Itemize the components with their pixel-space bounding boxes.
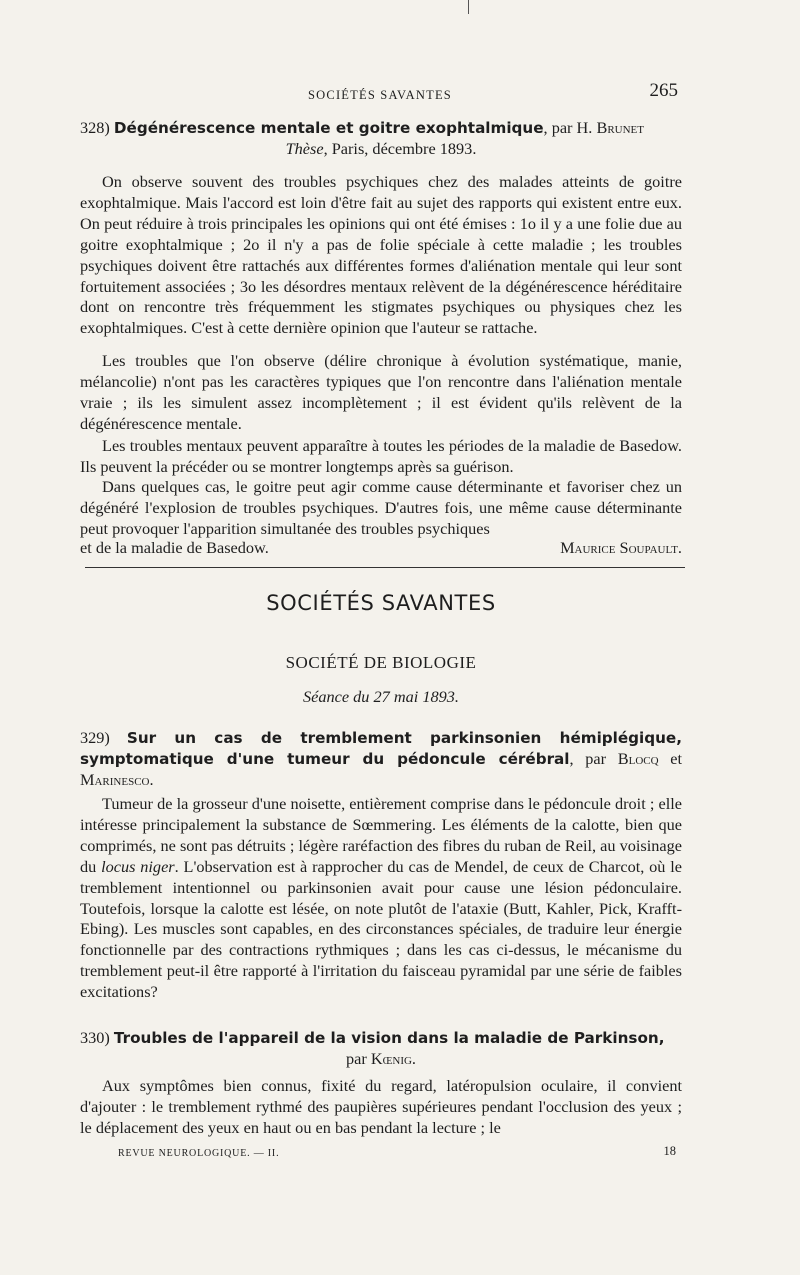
article-title: Dégénérescence mentale et goitre exophtalmique: [113, 119, 544, 137]
latin-term: locus niger: [101, 856, 175, 876]
paragraph: Les troubles que l'on observe (délire chronique à évolution systématique, manie, mélancolie) n'ont pas les caractères typiques que l'on rencontre dans l'aliénation mentale vraie ; ils les simulent assez incomplètement ; il est évident qu'ils relèvent de la dégénérescence mentale.: [80, 351, 682, 433]
paragraph: Tumeur de la grosseur d'une noisette, entièrement comprise dans le pédoncule droit ; elle intéresse principalement la substance de Sœmmering. Les éléments de la calotte, bien que comprimés, ne sont pas détruits ; légère raréfaction des fibres du ruban de Reil, au voisinage du locus niger. L'observation est à rapprocher du cas de Mendel, de ceux de Charcot, où le tremblement intentionnel ou parkinsonien avait pour cause une lésion pédonculaire. Toutefois, lorsque la calotte est lésée, on note plutôt de l'ataxie (Butt, Kahler, Pick, Krafft-Ebing). Les muscles sont capables, en des circonstances spéciales, de traduire leur énergie fonctionnelle par des contractions rythmiques ; dans les cas ci-dessus, le mécanisme du tremblement peut-il être rapporté à l'irritation du faisceau pyramidal par une série de faibles excitations?: [80, 794, 682, 1002]
section-divider: [85, 567, 685, 568]
author-name: Brunet: [596, 118, 644, 137]
author-name: Blocq: [617, 748, 659, 768]
society-title: SOCIÉTÉ DE BIOLOGIE: [285, 653, 477, 672]
article-number: 328): [80, 118, 110, 137]
thesis-label: Thèse: [285, 138, 324, 158]
signature-line: et de la maladie de Basedow. Maurice Soupault.: [80, 538, 682, 557]
source-text: , Paris, décembre 1893.: [323, 138, 477, 158]
article-328-heading: 328) Dégénérescence mentale et goitre exophtalmique, par H. Brunet Thèse, Paris, décembre 1893.: [80, 118, 644, 158]
article-title: Troubles de l'appareil de la vision dans la maladie de Parkinson,: [113, 1029, 665, 1047]
article-329-heading: 329) Sur un cas de tremblement parkinsonien hémiplégique, symptomatique d'une tumeur du pédoncule cérébral, par Blocq et Marinesco.: [80, 728, 682, 789]
section-title: SOCIÉTÉS SAVANTES: [266, 591, 496, 615]
page-footer: [118, 1144, 676, 1164]
paragraph: Dans quelques cas, le goitre peut agir comme cause déterminante et favoriser chez un dégénéré l'explosion de troubles psychiques. D'autres fois, une même cause déterminante peut provoquer l'apparition simultanée des troubles psychiques: [80, 477, 682, 538]
article-330-heading: 330) Troubles de l'appareil de la vision dans la maladie de Parkinson, par Kœnig.: [80, 1028, 665, 1068]
page-header: [80, 80, 680, 110]
article-number: 330): [80, 1028, 110, 1047]
sheet-number: 18: [663, 1144, 676, 1158]
journal-title: REVUE NEUROLOGIQUE. — II.: [118, 1148, 280, 1159]
paragraph: On observe souvent des troubles psychiques chez des malades atteints de goitre exophtalmique. Mais l'accord est loin d'être fait au sujet des rapports qui existent entre eux. On peut réduire à trois principales les opinions qui ont été émises : 1o il y a une folie due au goitre exophtalmique ; 2o il n'y a pas de folie spéciale à cette maladie ; les troubles psychiques doivent être rattachés aux différentes formes d'aliénation mentale qui leur sont fortuitement associées ; 3o les désordres mentaux relèvent de la dégénérescence héréditaire dont on rencontre très fréquemment les stigmates psychiques ou physiques chez les exophtalmiques. C'est à cette dernière opinion que l'auteur se rattache.: [80, 172, 682, 338]
article-number: 329): [80, 728, 110, 747]
running-head: SOCIÉTÉS SAVANTES: [308, 88, 452, 102]
page-number: 265: [649, 80, 678, 101]
author-name: Marinesco.: [80, 769, 154, 789]
paragraph: Aux symptômes bien connus, fixité du regard, latéropulsion oculaire, il convient d'ajouter : le tremblement rythmé des paupières supérieures pendant l'occlusion des yeux ; le déplacement des yeux en haut ou en bas pendant la lecture ; le: [80, 1076, 682, 1137]
author-name: Kœnig.: [370, 1048, 417, 1068]
paragraph: Les troubles mentaux peuvent apparaître à toutes les périodes de la maladie de Basedow. Ils peuvent la précéder ou se montrer longtemps après sa guérison.: [80, 436, 682, 476]
signature: Maurice Soupault.: [560, 538, 682, 557]
session-date: Séance du 27 mai 1893.: [303, 687, 459, 706]
print-mark: [468, 0, 469, 14]
article-title: Sur un cas de tremblement parkinsonien hémiplégique, symptomatique d'une tumeur du pédoncule cérébral: [80, 729, 682, 768]
